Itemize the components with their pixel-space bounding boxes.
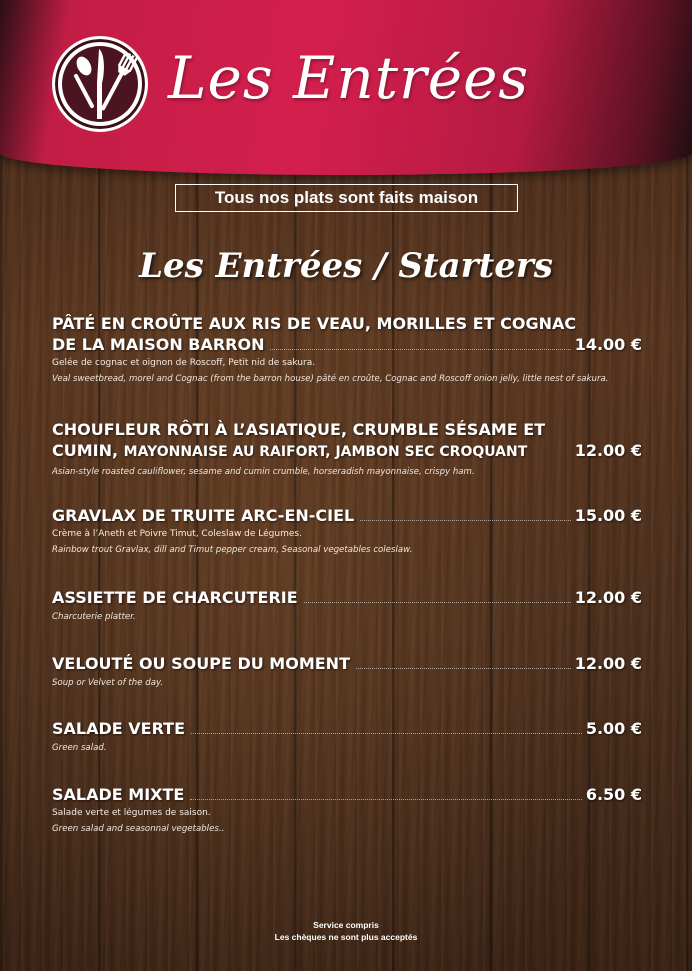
item-name: VELOUTÉ OU SOUPE DU MOMENT [52,654,350,673]
menu-item [52,587,642,624]
item-name-line2: DE LA MAISON BARRON [52,335,265,354]
item-description-en: Charcuterie platter. [52,612,136,622]
header-title: Les Entrées [168,44,530,112]
item-name-row [52,653,642,674]
dot-leader [533,456,570,458]
item-name: GRAVLAX DE TRUITE ARC-EN-CIEL [52,506,355,525]
dot-leader [360,519,570,521]
menu-item [52,784,642,836]
menu-item [52,419,642,479]
menu-item [52,505,642,557]
item-description-en: Asian-style roasted cauliflower, sesame and cumin crumble, horseradish mayonnaise, crispy ham. [52,467,475,477]
menu-item [52,718,642,755]
item-description-fr: Gelée de cognac et oignon de Roscoff, Petit nid de sakura. [52,358,316,368]
section-title: Les Entrées / Starters [139,246,553,286]
item-name-row [52,505,642,526]
cutlery-icon [52,36,148,132]
menu-item [52,313,642,386]
dot-leader [356,667,571,669]
item-name-row [52,440,642,463]
item-price: 12.00 € [574,588,642,607]
item-price: 12.00 € [574,441,642,460]
item-name-line1: PÂTÉ EN CROÛTE AUX RIS DE VEAU, MORILLES ET COGNAC [52,314,577,333]
item-description-en: Green salad. [52,743,107,753]
footer-cheques-line: Les chèques ne sont plus acceptés [274,932,418,942]
item-name: ASSIETTE DE CHARCUTERIE [52,588,298,607]
item-description-en: Rainbow trout Gravlax, dill and Timut pepper cream, Seasonal vegetables coleslaw. [52,545,413,555]
footer [0,919,692,943]
item-name-line2-rest: MAYONNAISE AU RAIFORT, JAMBON SEC CROQUANT [123,444,528,460]
item-name: SALADE VERTE [52,719,186,738]
menu-item [52,653,642,690]
dot-leader [270,348,570,350]
dot-leader [304,601,571,603]
item-description-en: Veal sweetbread, morel and Cognac (from the barron house) pâté en croûte, Cognac and Roscoff onion jelly, little nest of sakura. [52,374,609,384]
item-description-en: Green salad and seasonnal vegetables.. [52,824,225,834]
item-description-en: Soup or Velvet of the day. [52,678,164,688]
item-description-fr: Salade verte et légumes de saison. [52,808,211,818]
item-price: 6.50 € [585,785,642,804]
item-name-row [52,784,642,805]
item-price: 5.00 € [585,719,642,738]
item-price: 15.00 € [574,506,642,525]
homemade-notice: Tous nos plats sont faits maison [175,184,518,212]
item-name: SALADE MIXTE [52,785,185,804]
item-name-line1: CHOUFLEUR RÔTI À L’ASIATIQUE, CRUMBLE SÉSAME ET [52,420,546,439]
item-name-row [52,718,642,739]
item-name-row [52,334,642,355]
dot-leader [191,732,582,734]
dot-leader [190,798,581,800]
item-name-line2 [52,440,527,463]
header-banner [0,0,692,175]
item-description-fr: Crème à l’Aneth et Poivre Timut, Coleslaw de Légumes. [52,529,302,539]
item-name-row [52,587,642,608]
footer-service-line: Service compris [313,920,379,930]
item-price: 12.00 € [574,654,642,673]
item-name-line2-lead: CUMIN, [52,441,119,460]
item-price: 14.00 € [574,335,642,354]
